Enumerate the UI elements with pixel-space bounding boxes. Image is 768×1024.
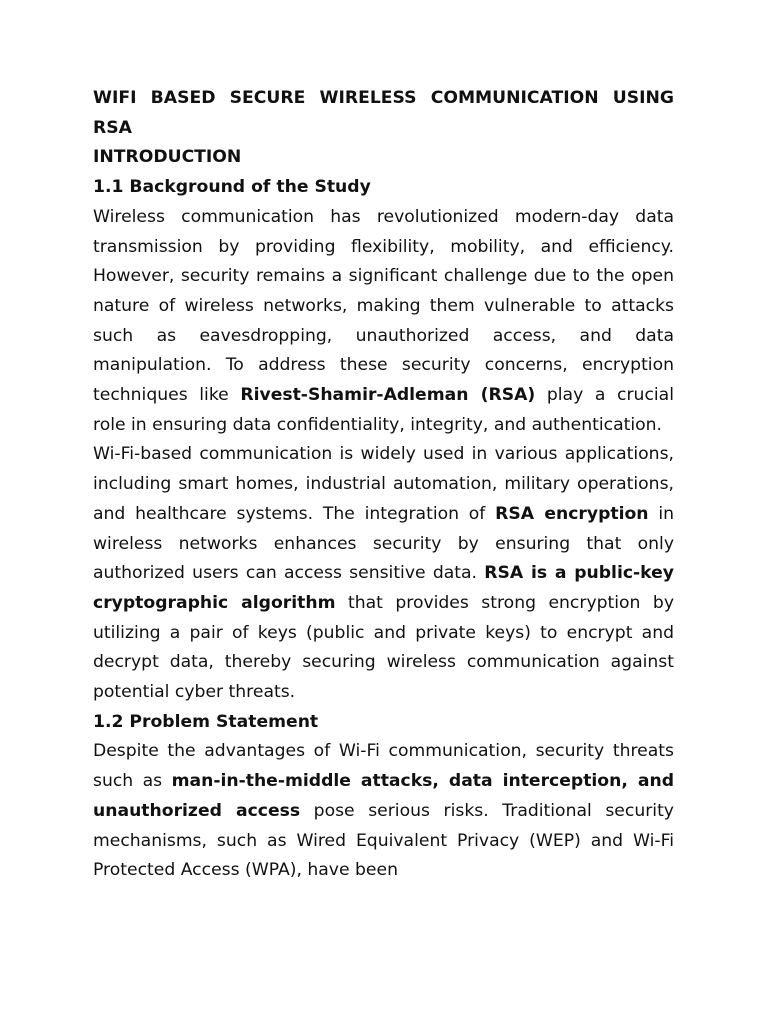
bold-text-run: RSA is a public-key cryptographic algorithm [93,563,674,613]
text-run: that provides strong encryption by utilizing a pair of keys (public and private keys) to encrypt and decrypt data, thereby securing wireless communication against potential cyber threats. [93,592,674,703]
text-run: Wireless communication has revolutionized modern-day data transmission by providing flexibility, mobility, and efficiency. However, security remains a significant challenge due to the open nature of wireless networks, making them vulnerable to attacks such as eavesdropping, unauthorized access, and data manipulation. To address these security concerns, encryption techniques like [93,206,674,406]
text-run: play a crucial role in ensuring data confidentiality, integrity, and authentication. [93,385,674,435]
paragraph-background-2 [93,440,674,707]
text-run: Despite the advantages of Wi-Fi communication, security threats such as [93,741,674,792]
text-run: in wireless networks enhances security by ensuring that only authorized users can access sensitive data. [93,503,674,584]
bold-text-run: man-in-the-middle attacks, data interception, and unauthorized access [93,771,674,821]
paragraph-problem-statement-1 [93,737,674,886]
section-heading-problem-statement: 1.2 Problem Statement [93,711,319,732]
introduction-heading: INTRODUCTION [93,147,242,168]
paragraph-background-1 [93,203,674,441]
document-page [93,84,674,886]
bold-text-run: RSA encryption [495,503,649,524]
text-run: Wi-Fi-based communication is widely used in various applications, including smart homes, industrial automation, military operations, and healthcare systems. The integration of [93,444,674,524]
section-heading-background: 1.1 Background of the Study [93,177,371,198]
document-title: WIFI BASED SECURE WIRELESS COMMUNICATION USING RSA [93,88,674,138]
text-run: pose serious risks. Traditional security mechanisms, such as Wired Equivalent Privacy (WEP) and Wi-Fi Protected Access (WPA), have been [93,800,674,881]
bold-text-run: Rivest-Shamir-Adleman (RSA) [240,385,536,406]
